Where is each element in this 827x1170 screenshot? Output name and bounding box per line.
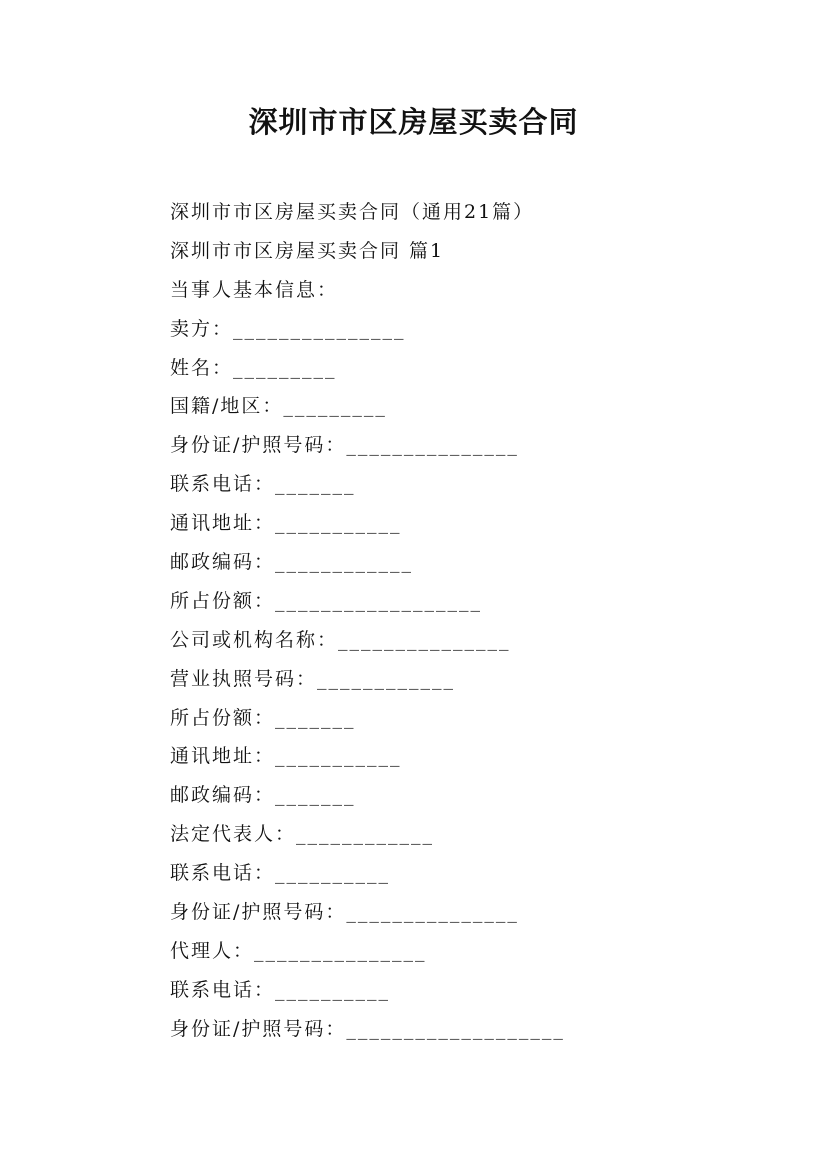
document-body xyxy=(170,193,770,1049)
contract-section-heading: 深圳市市区房屋买卖合同 篇1 xyxy=(170,239,445,262)
business-license-field: 营业执照号码：____________ xyxy=(170,667,456,690)
phone-field: 联系电话：_______ xyxy=(170,473,356,496)
nationality-field: 国籍/地区：_________ xyxy=(170,395,387,418)
address-field: 通讯地址：___________ xyxy=(170,512,402,535)
seller-field: 卖方：_______________ xyxy=(170,317,406,340)
company-address-field: 通讯地址：___________ xyxy=(170,745,402,768)
document-title: 深圳市市区房屋买卖合同 xyxy=(248,105,579,139)
company-name-field: 公司或机构名称：_______________ xyxy=(170,628,511,651)
name-field: 姓名：_________ xyxy=(170,356,337,379)
postal-code-field: 邮政编码：____________ xyxy=(170,551,414,574)
company-postal-code-field: 邮政编码：_______ xyxy=(170,784,356,807)
company-share-field: 所占份额：_______ xyxy=(170,706,356,729)
share-field: 所占份额：__________________ xyxy=(170,589,483,612)
contract-subtitle-line: 深圳市市区房屋买卖合同（通用21篇） xyxy=(170,201,535,223)
representative-id-field: 身份证/护照号码：_______________ xyxy=(170,901,519,924)
agent-id-field: 身份证/护照号码：___________________ xyxy=(170,1017,565,1040)
party-info-heading: 当事人基本信息： xyxy=(170,278,339,301)
agent-field: 代理人：_______________ xyxy=(170,939,427,962)
legal-representative-field: 法定代表人：____________ xyxy=(170,823,435,846)
representative-phone-field: 联系电话：__________ xyxy=(170,862,391,885)
id-passport-field: 身份证/护照号码：_______________ xyxy=(170,434,519,457)
agent-phone-field: 联系电话：__________ xyxy=(170,978,391,1001)
